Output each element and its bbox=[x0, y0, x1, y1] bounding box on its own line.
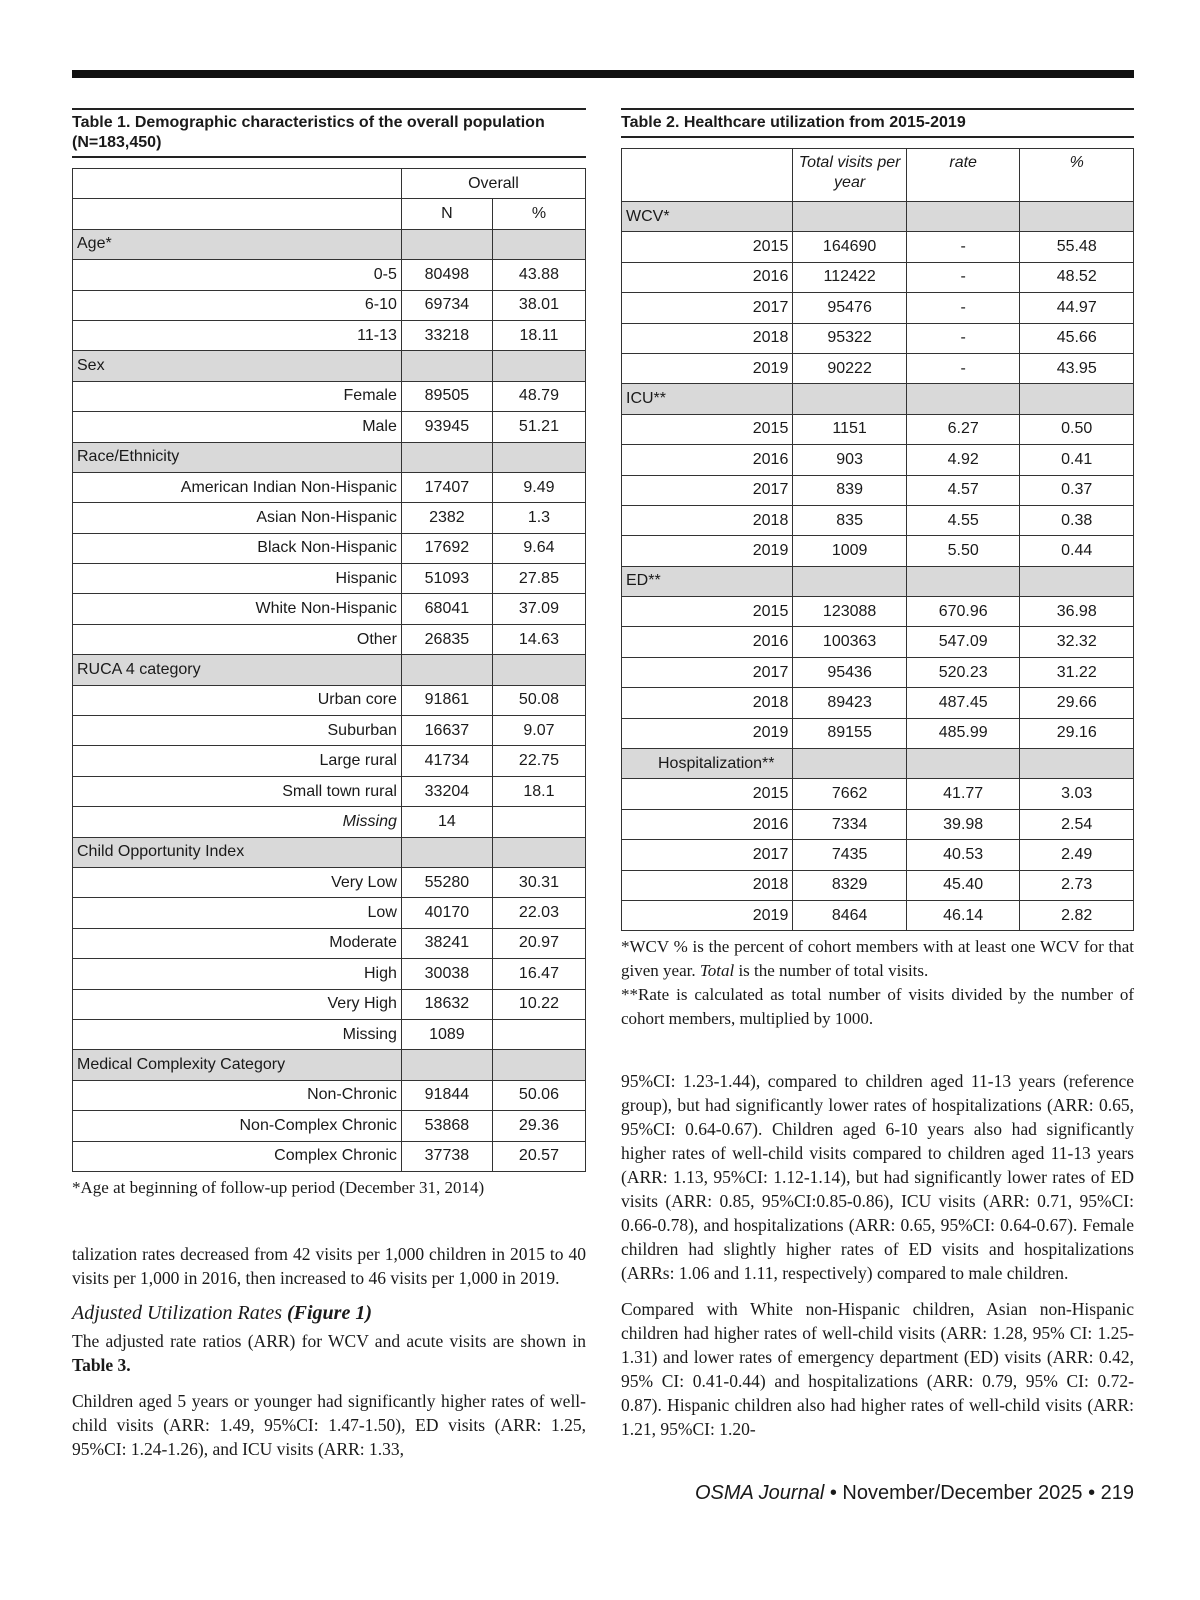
pct-value: 43.95 bbox=[1020, 353, 1134, 383]
row-label: Missing bbox=[73, 807, 402, 837]
table2-data-row bbox=[622, 779, 1134, 809]
rate-value: 40.53 bbox=[906, 840, 1020, 870]
pct-value: 30.31 bbox=[492, 867, 585, 897]
left-paragraph-2 bbox=[72, 1329, 586, 1377]
section-blank bbox=[492, 655, 585, 685]
row-label: Very Low bbox=[73, 867, 402, 897]
row-label: Moderate bbox=[73, 928, 402, 958]
row-label: Low bbox=[73, 898, 402, 928]
table1-data-row bbox=[73, 290, 586, 320]
section-blank bbox=[1020, 749, 1134, 779]
row-label: Suburban bbox=[73, 716, 402, 746]
table1-data-row bbox=[73, 412, 586, 442]
row-label: Hispanic bbox=[73, 564, 402, 594]
row-label: Missing bbox=[73, 1019, 402, 1049]
section-title: Age* bbox=[73, 229, 402, 259]
pct-value: 50.08 bbox=[492, 685, 585, 715]
year-label: 2017 bbox=[622, 657, 793, 687]
rate-value: 4.92 bbox=[906, 445, 1020, 475]
pct-header: % bbox=[492, 199, 585, 229]
table1-data-row bbox=[73, 685, 586, 715]
rate-value: 4.55 bbox=[906, 505, 1020, 535]
rate-value: 520.23 bbox=[906, 657, 1020, 687]
table1-data-row bbox=[73, 959, 586, 989]
table1-data-row bbox=[73, 1111, 586, 1141]
table2-data-row bbox=[622, 870, 1134, 900]
left-column bbox=[72, 108, 586, 1473]
total-value: 7662 bbox=[793, 779, 907, 809]
year-label: 2018 bbox=[622, 688, 793, 718]
n-value: 37738 bbox=[401, 1141, 492, 1171]
footer-issue: • November/December 2025 • 219 bbox=[824, 1482, 1134, 1504]
table1-data-row bbox=[73, 503, 586, 533]
pct-value: 45.66 bbox=[1020, 323, 1134, 353]
table2-header bbox=[622, 149, 1134, 202]
table1-header-overall bbox=[73, 169, 586, 199]
table2-note-2: **Rate is calculated as total number of visits divided by the number of cohort members, multiplied by 1000. bbox=[621, 985, 1134, 1029]
row-label: Non-Complex Chronic bbox=[73, 1111, 402, 1141]
n-value: 17692 bbox=[401, 533, 492, 563]
subheading-text: Adjusted Utilization Rates bbox=[72, 1301, 287, 1324]
table2-note-1 bbox=[621, 935, 1134, 983]
overall-header: Overall bbox=[401, 169, 585, 199]
section-blank bbox=[1020, 202, 1134, 232]
section-title: ICU** bbox=[622, 384, 793, 414]
right-paragraph-2: Compared with White non-Hispanic children, Asian non-Hispanic children had higher rates of well-child visits (ARR: 1.28, 95% CI: 1.25-1.31) and lower rates of emergency department (ED) visits (ARR: 0.42, 95% CI: 0.41-0.44) and hospitalizations (ARR: 0.79, 95% CI: 0.72-0.87). Hispanic children also had higher rates of well-child visits (ARR: 1.21, 95%CI: 1.20- bbox=[621, 1299, 1134, 1440]
pct-value: 38.01 bbox=[492, 290, 585, 320]
section-blank bbox=[401, 229, 492, 259]
rate-value: - bbox=[906, 232, 1020, 262]
pct-value: 1.3 bbox=[492, 503, 585, 533]
pct-value: 29.66 bbox=[1020, 688, 1134, 718]
pct-value: 2.73 bbox=[1020, 870, 1134, 900]
paragraph-2-text: The adjusted rate ratios (ARR) for WCV and acute visits are shown in bbox=[72, 1330, 586, 1351]
section-blank bbox=[401, 837, 492, 867]
year-label: 2015 bbox=[622, 232, 793, 262]
rate-value: 6.27 bbox=[906, 414, 1020, 444]
total-value: 89155 bbox=[793, 718, 907, 748]
table1-data-row bbox=[73, 1080, 586, 1110]
pct-value: 18.1 bbox=[492, 776, 585, 806]
table1-data-row bbox=[73, 1019, 586, 1049]
table1-data-row bbox=[73, 716, 586, 746]
total-value: 112422 bbox=[793, 262, 907, 292]
rate-value: - bbox=[906, 323, 1020, 353]
pct-header: % bbox=[1020, 149, 1134, 202]
n-value: 41734 bbox=[401, 746, 492, 776]
rate-value: 487.45 bbox=[906, 688, 1020, 718]
section-title: Race/Ethnicity bbox=[73, 442, 402, 472]
table2-section-row bbox=[622, 566, 1134, 596]
table1-data-row bbox=[73, 472, 586, 502]
total-value: 123088 bbox=[793, 597, 907, 627]
section-blank bbox=[793, 384, 907, 414]
n-value: 33204 bbox=[401, 776, 492, 806]
section-blank bbox=[1020, 384, 1134, 414]
section-blank bbox=[401, 442, 492, 472]
table2-data-row bbox=[622, 475, 1134, 505]
section-blank bbox=[793, 749, 907, 779]
table1-data-row bbox=[73, 594, 586, 624]
table2-data-row bbox=[622, 809, 1134, 839]
pct-value: 31.22 bbox=[1020, 657, 1134, 687]
section-blank bbox=[793, 566, 907, 596]
section-title: RUCA 4 category bbox=[73, 655, 402, 685]
left-paragraph-3: Children aged 5 years or younger had significantly higher rates of well-child visits (ARR: 1.49, 95%CI: 1.47-1.50), ED visits (ARR: 1.25, 95%CI: 1.24-1.26), and ICU visits (ARR: 1.33, bbox=[72, 1390, 586, 1459]
right-column bbox=[621, 108, 1134, 1453]
note-1-text: *WCV % is the percent of cohort members with at least one WCV for that given year. bbox=[621, 937, 1134, 981]
table1-data-row bbox=[73, 928, 586, 958]
row-label: Urban core bbox=[73, 685, 402, 715]
n-value: 18632 bbox=[401, 989, 492, 1019]
n-value: 2382 bbox=[401, 503, 492, 533]
table3-ref: Table 3. bbox=[72, 1354, 131, 1375]
pct-value: 9.64 bbox=[492, 533, 585, 563]
pct-value: 27.85 bbox=[492, 564, 585, 594]
total-value: 8464 bbox=[793, 900, 907, 930]
table2-data-row bbox=[622, 536, 1134, 566]
total-value: 835 bbox=[793, 505, 907, 535]
rate-value: - bbox=[906, 262, 1020, 292]
rate-value: - bbox=[906, 293, 1020, 323]
n-value: 51093 bbox=[401, 564, 492, 594]
pct-value: 32.32 bbox=[1020, 627, 1134, 657]
pct-value: 0.37 bbox=[1020, 475, 1134, 505]
pct-value: 10.22 bbox=[492, 989, 585, 1019]
pct-value: 51.21 bbox=[492, 412, 585, 442]
table1-data-row bbox=[73, 807, 586, 837]
table1-data-row bbox=[73, 381, 586, 411]
total-value: 89423 bbox=[793, 688, 907, 718]
n-value: 26835 bbox=[401, 624, 492, 654]
table1-data-row bbox=[73, 898, 586, 928]
table1-caption: Table 1. Demographic characteristics of the overall population (N=183,450) bbox=[72, 108, 586, 158]
pct-value: 0.38 bbox=[1020, 505, 1134, 535]
pct-value bbox=[492, 807, 585, 837]
table1-section-row bbox=[73, 837, 586, 867]
pct-value: 55.48 bbox=[1020, 232, 1134, 262]
table2-data-row bbox=[622, 353, 1134, 383]
section-blank bbox=[401, 351, 492, 381]
section-blank bbox=[492, 229, 585, 259]
pct-value: 2.82 bbox=[1020, 900, 1134, 930]
rate-value: - bbox=[906, 353, 1020, 383]
year-label: 2016 bbox=[622, 262, 793, 292]
table1-data-row bbox=[73, 320, 586, 350]
table1-data-row bbox=[73, 776, 586, 806]
table1-data-row bbox=[73, 867, 586, 897]
row-label: Small town rural bbox=[73, 776, 402, 806]
table1-section-row bbox=[73, 442, 586, 472]
row-label: High bbox=[73, 959, 402, 989]
n-value: 91844 bbox=[401, 1080, 492, 1110]
n-value: 80498 bbox=[401, 260, 492, 290]
pct-value: 9.07 bbox=[492, 716, 585, 746]
n-value: 91861 bbox=[401, 685, 492, 715]
table1-header-cols bbox=[73, 199, 586, 229]
note-1-italic: Total bbox=[699, 961, 735, 981]
pct-value: 18.11 bbox=[492, 320, 585, 350]
section-blank bbox=[906, 384, 1020, 414]
section-blank bbox=[793, 202, 907, 232]
pct-value: 50.06 bbox=[492, 1080, 585, 1110]
pct-value: 37.09 bbox=[492, 594, 585, 624]
year-label: 2019 bbox=[622, 900, 793, 930]
journal-name: OSMA Journal bbox=[694, 1482, 825, 1504]
pct-value: 44.97 bbox=[1020, 293, 1134, 323]
section-blank bbox=[1020, 566, 1134, 596]
total-value: 7334 bbox=[793, 809, 907, 839]
section-title: Sex bbox=[73, 351, 402, 381]
table1-data-row bbox=[73, 1141, 586, 1171]
total-value: 95436 bbox=[793, 657, 907, 687]
row-label: American Indian Non-Hispanic bbox=[73, 472, 402, 502]
pct-value: 2.49 bbox=[1020, 840, 1134, 870]
table1-data-row bbox=[73, 260, 586, 290]
n-value: 16637 bbox=[401, 716, 492, 746]
table1-section-row bbox=[73, 229, 586, 259]
rate-value: 46.14 bbox=[906, 900, 1020, 930]
row-label: 11-13 bbox=[73, 320, 402, 350]
table1-data-row bbox=[73, 533, 586, 563]
row-label: Non-Chronic bbox=[73, 1080, 402, 1110]
table1-data-row bbox=[73, 564, 586, 594]
section-title: Medical Complexity Category bbox=[73, 1050, 402, 1080]
section-subheading bbox=[72, 1302, 586, 1325]
year-label: 2015 bbox=[622, 779, 793, 809]
pct-value: 9.49 bbox=[492, 472, 585, 502]
year-label: 2018 bbox=[622, 505, 793, 535]
table1-section-row bbox=[73, 351, 586, 381]
row-label: 0-5 bbox=[73, 260, 402, 290]
row-label: Complex Chronic bbox=[73, 1141, 402, 1171]
pct-value: 14.63 bbox=[492, 624, 585, 654]
pct-value: 22.03 bbox=[492, 898, 585, 928]
total-value: 95322 bbox=[793, 323, 907, 353]
table2-data-row bbox=[622, 657, 1134, 687]
pct-value bbox=[492, 1019, 585, 1049]
table2-data-row bbox=[622, 900, 1134, 930]
section-blank bbox=[401, 655, 492, 685]
table2-data-row bbox=[622, 840, 1134, 870]
total-value: 7435 bbox=[793, 840, 907, 870]
table2-section-row bbox=[622, 384, 1134, 414]
pct-value: 48.52 bbox=[1020, 262, 1134, 292]
table2-data-row bbox=[622, 293, 1134, 323]
table1-section-row bbox=[73, 655, 586, 685]
pct-value: 0.41 bbox=[1020, 445, 1134, 475]
section-title: ED** bbox=[622, 566, 793, 596]
table2-section-row bbox=[622, 202, 1134, 232]
right-paragraph-1: 95%CI: 1.23-1.44), compared to children aged 11-13 years (reference group), but had significantly lower rates of hospitalizations (ARR: 0.65, 95%CI: 0.64-0.67). Children aged 6-10 years also had significantly higher rates of well-child visits compared to children aged 11-13 years (ARR: 1.13, 95%CI: 1.12-1.14), but had significantly lower rates of ED visits (ARR: 0.85, 95%CI:0.85-0.86), ICU visits (ARR: 0.71, 95%CI: 0.66-0.78), and hospitalizations (ARR: 0.65, 95%CI: 0.64-0.67). Female children had slightly higher rates of ED visits and hospitalizations (ARRs: 1.06 and 1.11, respectively) compared to male children. bbox=[621, 1071, 1134, 1284]
pct-value: 3.03 bbox=[1020, 779, 1134, 809]
rate-value: 41.77 bbox=[906, 779, 1020, 809]
year-label: 2018 bbox=[622, 870, 793, 900]
table2-data-row bbox=[622, 505, 1134, 535]
table2-data-row bbox=[622, 323, 1134, 353]
total-value: 1151 bbox=[793, 414, 907, 444]
year-label: 2019 bbox=[622, 536, 793, 566]
total-value: 95476 bbox=[793, 293, 907, 323]
n-value: 33218 bbox=[401, 320, 492, 350]
year-label: 2018 bbox=[622, 323, 793, 353]
rate-value: 670.96 bbox=[906, 597, 1020, 627]
note-1-text-end: is the number of total visits. bbox=[734, 961, 929, 981]
total-value: 903 bbox=[793, 445, 907, 475]
pct-value: 20.97 bbox=[492, 928, 585, 958]
rate-value: 547.09 bbox=[906, 627, 1020, 657]
n-value: 40170 bbox=[401, 898, 492, 928]
pct-value: 0.44 bbox=[1020, 536, 1134, 566]
rate-value: 39.98 bbox=[906, 809, 1020, 839]
section-title: Child Opportunity Index bbox=[73, 837, 402, 867]
n-value: 89505 bbox=[401, 381, 492, 411]
year-label: 2015 bbox=[622, 414, 793, 444]
n-value: 17407 bbox=[401, 472, 492, 502]
table1-data-row bbox=[73, 746, 586, 776]
table2-data-row bbox=[622, 597, 1134, 627]
rate-value: 4.57 bbox=[906, 475, 1020, 505]
section-blank bbox=[492, 837, 585, 867]
pct-value: 48.79 bbox=[492, 381, 585, 411]
table2 bbox=[621, 148, 1134, 931]
n-value: 69734 bbox=[401, 290, 492, 320]
pct-value: 20.57 bbox=[492, 1141, 585, 1171]
row-label: Asian Non-Hispanic bbox=[73, 503, 402, 533]
pct-value: 29.36 bbox=[492, 1111, 585, 1141]
section-title: WCV* bbox=[622, 202, 793, 232]
pct-value: 22.75 bbox=[492, 746, 585, 776]
left-paragraph-1: talization rates decreased from 42 visits per 1,000 children in 2015 to 40 visits per 1,000 in 2016, then increased to 46 visits per 1,000 in 2019. bbox=[72, 1243, 586, 1288]
table1-footnote: *Age at beginning of follow-up period (December 31, 2014) bbox=[72, 1177, 485, 1197]
year-label: 2019 bbox=[622, 718, 793, 748]
table2-data-row bbox=[622, 414, 1134, 444]
row-label: 6-10 bbox=[73, 290, 402, 320]
total-value: 8329 bbox=[793, 870, 907, 900]
n-header: N bbox=[401, 199, 492, 229]
rate-value: 45.40 bbox=[906, 870, 1020, 900]
table2-data-row bbox=[622, 445, 1134, 475]
row-label: Very High bbox=[73, 989, 402, 1019]
table1-data-row bbox=[73, 989, 586, 1019]
total-visits-header: Total visits per year bbox=[793, 149, 907, 202]
section-blank bbox=[492, 442, 585, 472]
pct-value: 36.98 bbox=[1020, 597, 1134, 627]
year-label: 2016 bbox=[622, 627, 793, 657]
rate-value: 485.99 bbox=[906, 718, 1020, 748]
top-rule bbox=[72, 70, 1134, 78]
row-label: Other bbox=[73, 624, 402, 654]
rate-value: 5.50 bbox=[906, 536, 1020, 566]
table2-data-row bbox=[622, 688, 1134, 718]
table1-section-row bbox=[73, 1050, 586, 1080]
row-label: Male bbox=[73, 412, 402, 442]
section-blank bbox=[492, 1050, 585, 1080]
section-title: Hospitalization** bbox=[622, 749, 793, 779]
total-value: 100363 bbox=[793, 627, 907, 657]
n-value: 68041 bbox=[401, 594, 492, 624]
total-value: 90222 bbox=[793, 353, 907, 383]
subheading-figure-ref: (Figure 1) bbox=[287, 1301, 372, 1324]
table2-caption: Table 2. Healthcare utilization from 2015-2019 bbox=[621, 108, 1134, 138]
n-value: 55280 bbox=[401, 867, 492, 897]
section-blank bbox=[906, 202, 1020, 232]
n-value: 14 bbox=[401, 807, 492, 837]
section-blank bbox=[492, 351, 585, 381]
n-value: 1089 bbox=[401, 1019, 492, 1049]
section-blank bbox=[401, 1050, 492, 1080]
year-label: 2017 bbox=[622, 840, 793, 870]
total-value: 839 bbox=[793, 475, 907, 505]
n-value: 38241 bbox=[401, 928, 492, 958]
table2-data-row bbox=[622, 718, 1134, 748]
table2-data-row bbox=[622, 262, 1134, 292]
total-value: 164690 bbox=[793, 232, 907, 262]
table1 bbox=[72, 168, 586, 1172]
pct-value: 29.16 bbox=[1020, 718, 1134, 748]
year-label: 2019 bbox=[622, 353, 793, 383]
year-label: 2016 bbox=[622, 809, 793, 839]
row-label: White Non-Hispanic bbox=[73, 594, 402, 624]
row-label: Black Non-Hispanic bbox=[73, 533, 402, 563]
total-value: 1009 bbox=[793, 536, 907, 566]
section-blank bbox=[906, 749, 1020, 779]
rate-header: rate bbox=[906, 149, 1020, 202]
year-label: 2017 bbox=[622, 293, 793, 323]
n-value: 93945 bbox=[401, 412, 492, 442]
pct-value: 0.50 bbox=[1020, 414, 1134, 444]
row-label: Female bbox=[73, 381, 402, 411]
n-value: 30038 bbox=[401, 959, 492, 989]
table2-section-row bbox=[622, 749, 1134, 779]
page-footer bbox=[695, 1482, 1134, 1505]
pct-value: 2.54 bbox=[1020, 809, 1134, 839]
table1-data-row bbox=[73, 624, 586, 654]
table2-data-row bbox=[622, 627, 1134, 657]
year-label: 2017 bbox=[622, 475, 793, 505]
year-label: 2015 bbox=[622, 597, 793, 627]
row-label: Large rural bbox=[73, 746, 402, 776]
pct-value: 43.88 bbox=[492, 260, 585, 290]
year-label: 2016 bbox=[622, 445, 793, 475]
section-blank bbox=[906, 566, 1020, 596]
n-value: 53868 bbox=[401, 1111, 492, 1141]
pct-value: 16.47 bbox=[492, 959, 585, 989]
table2-data-row bbox=[622, 232, 1134, 262]
